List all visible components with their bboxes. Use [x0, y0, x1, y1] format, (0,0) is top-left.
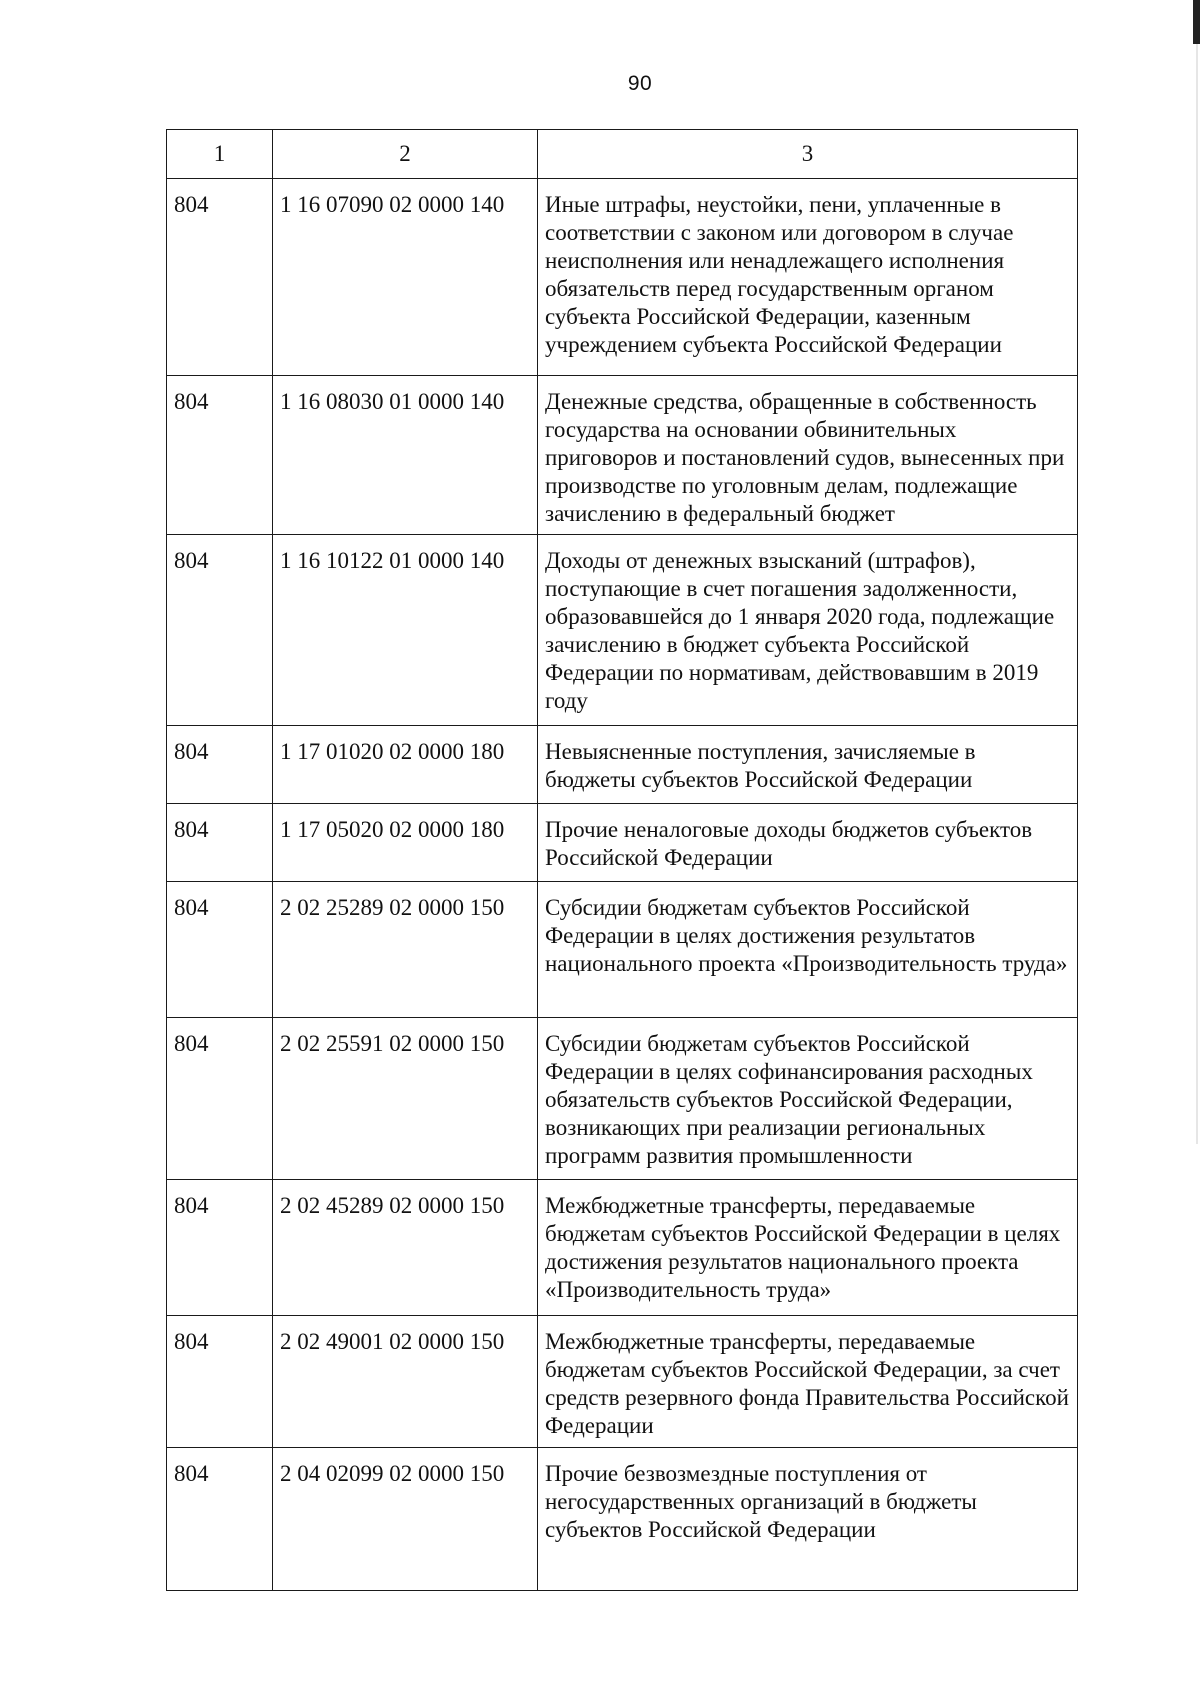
description-cell: Денежные средства, обращенные в собственность государства на основании обвинительных приговоров и постановлений судов, вынесенных при производстве по уголовным делам, подлежащие зачислению в федеральный бюджет — [538, 376, 1078, 535]
description-cell: Субсидии бюджетам субъектов Российской Федерации в целях достижения результатов национального проекта «Производительность труда» — [538, 882, 1078, 1018]
admin-code-cell: 804 — [167, 1448, 273, 1591]
table-row — [167, 882, 1078, 1018]
description-cell: Прочие неналоговые доходы бюджетов субъектов Российской Федерации — [538, 804, 1078, 882]
admin-code-cell: 804 — [167, 804, 273, 882]
revenue-code-cell: 2 02 49001 02 0000 150 — [273, 1316, 538, 1448]
table-row — [167, 1316, 1078, 1448]
scan-edge-line — [1196, 44, 1198, 1144]
admin-code-cell: 804 — [167, 1180, 273, 1316]
revenue-code-cell: 1 16 10122 01 0000 140 — [273, 535, 538, 726]
admin-code-cell: 804 — [167, 179, 273, 376]
description-cell: Межбюджетные трансферты, передаваемые бюджетам субъектов Российской Федерации, за счет средств резервного фонда Правительства Российской Федерации — [538, 1316, 1078, 1448]
admin-code-cell: 804 — [167, 1018, 273, 1180]
table-row — [167, 535, 1078, 726]
column-header-3: 3 — [538, 130, 1078, 179]
revenue-code-cell: 1 16 07090 02 0000 140 — [273, 179, 538, 376]
scan-edge-mark — [1193, 0, 1200, 44]
admin-code-cell: 804 — [167, 1316, 273, 1448]
description-cell: Доходы от денежных взысканий (штрафов), поступающие в счет погашения задолженности, образовавшейся до 1 января 2020 года, подлежащие зачислению в бюджет субъекта Российской Федерации по нормативам, действовавшим в 2019 году — [538, 535, 1078, 726]
table-header-row — [167, 130, 1078, 179]
page-number: 90 — [627, 72, 653, 95]
table-row — [167, 804, 1078, 882]
description-cell: Межбюджетные трансферты, передаваемые бюджетам субъектов Российской Федерации в целях достижения результатов национального проекта «Производительность труда» — [538, 1180, 1078, 1316]
description-cell: Субсидии бюджетам субъектов Российской Федерации в целях софинансирования расходных обязательств субъектов Российской Федерации, возникающих при реализации региональных программ развития промышленности — [538, 1018, 1078, 1180]
budget-revenue-table — [166, 129, 1078, 1591]
description-cell: Прочие безвозмездные поступления от негосударственных организаций в бюджеты субъектов Российской Федерации — [538, 1448, 1078, 1591]
revenue-code-cell: 1 16 08030 01 0000 140 — [273, 376, 538, 535]
revenue-code-cell: 1 17 05020 02 0000 180 — [273, 804, 538, 882]
table-row — [167, 726, 1078, 804]
revenue-code-cell: 2 04 02099 02 0000 150 — [273, 1448, 538, 1591]
description-cell: Невыясненные поступления, зачисляемые в бюджеты субъектов Российской Федерации — [538, 726, 1078, 804]
column-header-1: 1 — [167, 130, 273, 179]
revenue-code-cell: 2 02 45289 02 0000 150 — [273, 1180, 538, 1316]
table-row — [167, 179, 1078, 376]
admin-code-cell: 804 — [167, 376, 273, 535]
table-row — [167, 1180, 1078, 1316]
description-cell: Иные штрафы, неустойки, пени, уплаченные в соответствии с законом или договором в случае неисполнения или ненадлежащего исполнения обязательств перед государственным органом субъекта Российской Федерации, казенным учреждением субъекта Российской Федерации — [538, 179, 1078, 376]
table-row — [167, 1448, 1078, 1591]
revenue-code-cell: 2 02 25289 02 0000 150 — [273, 882, 538, 1018]
admin-code-cell: 804 — [167, 535, 273, 726]
column-header-2: 2 — [273, 130, 538, 179]
table-row — [167, 376, 1078, 535]
admin-code-cell: 804 — [167, 726, 273, 804]
revenue-code-cell: 2 02 25591 02 0000 150 — [273, 1018, 538, 1180]
admin-code-cell: 804 — [167, 882, 273, 1018]
table-row — [167, 1018, 1078, 1180]
revenue-code-cell: 1 17 01020 02 0000 180 — [273, 726, 538, 804]
